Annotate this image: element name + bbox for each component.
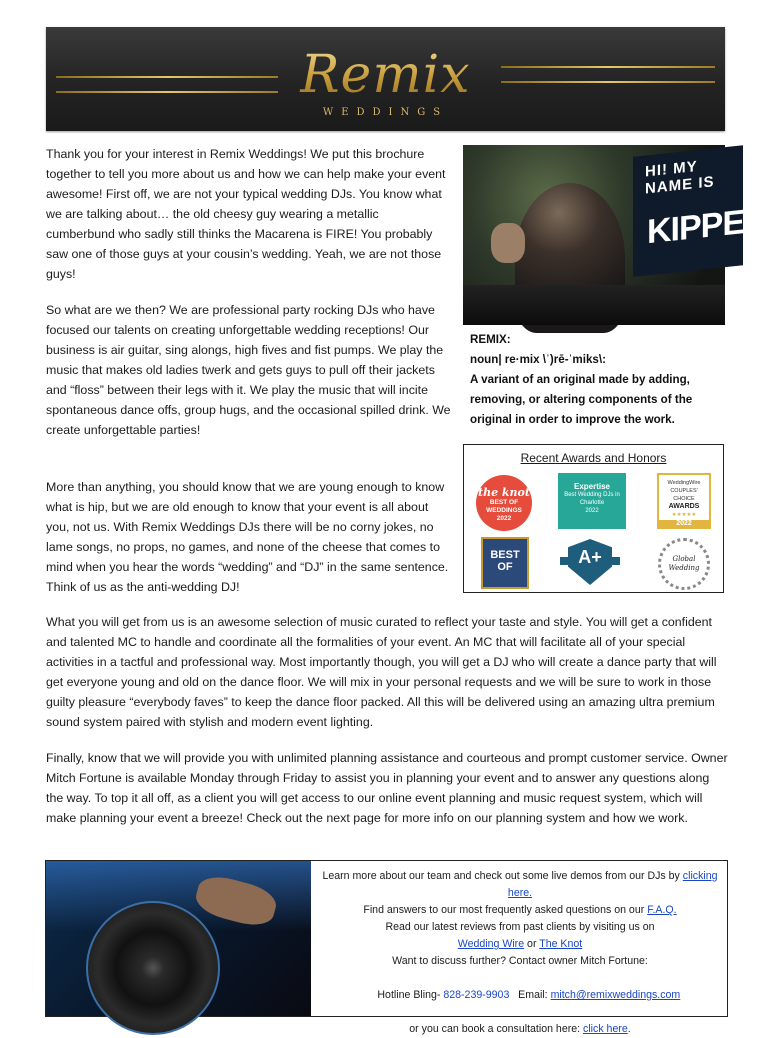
definition-meaning: A variant of an original made by adding, removing, or altering components of the original in order to improve the work. [470, 373, 693, 426]
reviews-text: Read our latest reviews from past clients by visiting us on [385, 921, 655, 933]
intro-paragraph: Thank you for your interest in Remix Weddings! We put this brochure together to tell you more about us and how we can help make your event awesome! First off, we are not your typical wedding DJs. You know what we are talking about… the old cheesy guy wearing a metallic cumberbund who sadly still thinks the Macarena is FIRE! You probably saw one of those guys at your cousin’s wedding. Yeah, we are not those guys! [46, 147, 446, 281]
footer-box [45, 860, 728, 1035]
dj-deck [463, 285, 725, 325]
definition-pronunciation: noun| re·mix \ˈ)rē-ˈmiks\: [470, 353, 606, 366]
name-tag-sign [633, 145, 753, 277]
turntable-platter [86, 901, 220, 1035]
wire-line1: COUPLES' CHOICE [670, 488, 698, 502]
expertise-line: Best Wedding DJs in Charlotte [564, 492, 620, 506]
email-label: Email: [509, 989, 551, 1001]
phone-link[interactable]: 828-239-9903 [443, 989, 510, 1001]
footer-line-reviews-links [312, 936, 728, 953]
awards-title: Recent Awards and Honors [520, 451, 667, 465]
best-of-text: BEST OF [490, 549, 520, 573]
logo-wordmark: Remix [46, 45, 725, 105]
dj-photo [463, 145, 753, 323]
faq-text: Find answers to our most frequently asked questions on our [363, 904, 648, 916]
footer-line-demos [312, 868, 728, 902]
approach-paragraph: More than anything, you should know that we are young enough to know what is hip, but we are old enough to know that your event is all about you, not us. With Remix Weddings DJs there will be no corny jokes, no lame songs, no props, no games, and none of the cheese that comes to mind when you hear the words “wedding” and “DJ” in the same sentence. Think of us as the anti-wedding DJ! [46, 480, 449, 594]
demos-text: Learn more about our team and check out some live demos from our DJs by [322, 870, 683, 882]
expertise-brand: Expertise [573, 482, 611, 491]
knot-line: BEST OF WEDDINGS [486, 499, 522, 514]
the-knot-badge [476, 475, 532, 531]
knot-year: 2022 [496, 515, 512, 522]
logo-subtitle: WEDDINGS [322, 107, 449, 118]
or-text: or [524, 938, 540, 950]
pointing-hand [491, 223, 525, 263]
global-wedding-text: Global Wedding [668, 555, 700, 572]
awards-box [463, 444, 724, 593]
turntable-photo [46, 861, 311, 1016]
consult-text: or you can book a consultation here: [409, 1023, 584, 1035]
services-paragraph: What you will get from us is an awesome selection of music curated to reflect your taste and style. You will get a confident and talented MC to handle and coordinate all the formalities of your event. An MC that will facilitate all of your special activities in a tactful and professional way. Most importantly though, you will get a DJ who will create a dance party that will get everyone young and old on the dance floor. We will mix in your personal requests and we will be sure to work in those guilty pleasure “everybody faves” to keep the dance floor packed. All this will be delivered using an amazing ultra premium sound system paired with stylish and modern event lighting. [46, 615, 717, 729]
wire-brand: WeddingWire [667, 480, 701, 486]
bbb-a-plus-badge [560, 539, 620, 585]
expertise-year: 2022 [585, 508, 599, 514]
footer-links-text [312, 868, 728, 1038]
star-rating-icon: ★★★★★ [671, 512, 697, 518]
about-paragraph: So what are we then? We are professional party rocking DJs who have focused our talents on creating unforgettable wedding receptions! Our business is air guitar, sing alongs, high fives and fist pumps. We play the music that makes old ladies twerk and gets guys to pull off their jackets and “floss” between their legs with it. We play the music that will incite spontaneous dance offs, group hugs, and the occasional spilled drink. We create unforgettable parties! [46, 303, 451, 437]
sign-top-text: HI! MY NAME IS [645, 158, 715, 198]
a-plus-text: A+ [578, 547, 602, 567]
definition-term: REMIX: [470, 333, 511, 346]
footer-line-consult [312, 1021, 728, 1038]
knot-brand: the knot [478, 486, 530, 499]
period-text: . [627, 1023, 631, 1035]
global-wedding-badge [658, 538, 710, 590]
email-link[interactable]: mitch@remixweddings.com [550, 989, 681, 1001]
faq-link[interactable]: F.A.Q. [647, 904, 677, 916]
best-of-badge [481, 537, 529, 589]
wedding-wire-link[interactable]: Wedding Wire [457, 938, 525, 950]
remix-definition [470, 330, 720, 430]
support-paragraph: Finally, know that we will provide you with unlimited planning assistance and courteous and prompt customer service. Owner Mitch Fortune is available Monday through Friday to assist you in planning your event and to answer any questions along the way. To top it all off, as a client you will get access to our online event planning and music request system, which will make planning your event a breeze! Check out the next page for more info on our planning system and how we work. [46, 751, 728, 825]
wire-year: 2022 [659, 520, 709, 528]
sign-name-text: KIPPEI [647, 202, 753, 252]
header-banner [46, 27, 725, 131]
wire-line2: AWARDS [668, 503, 700, 510]
wedding-wire-badge [657, 473, 711, 529]
consult-link[interactable]: click here [583, 1023, 628, 1035]
demos-link[interactable]: clicking here. [507, 870, 718, 899]
hotline-label: Hotline Bling- [377, 989, 444, 1001]
expertise-badge [558, 473, 626, 529]
footer-line-contact [312, 970, 728, 1021]
footer-line-faq [312, 902, 728, 919]
contact-text: Want to discuss further? Contact owner Mitch Fortune: [392, 955, 648, 967]
the-knot-link[interactable]: The Knot [539, 938, 583, 950]
